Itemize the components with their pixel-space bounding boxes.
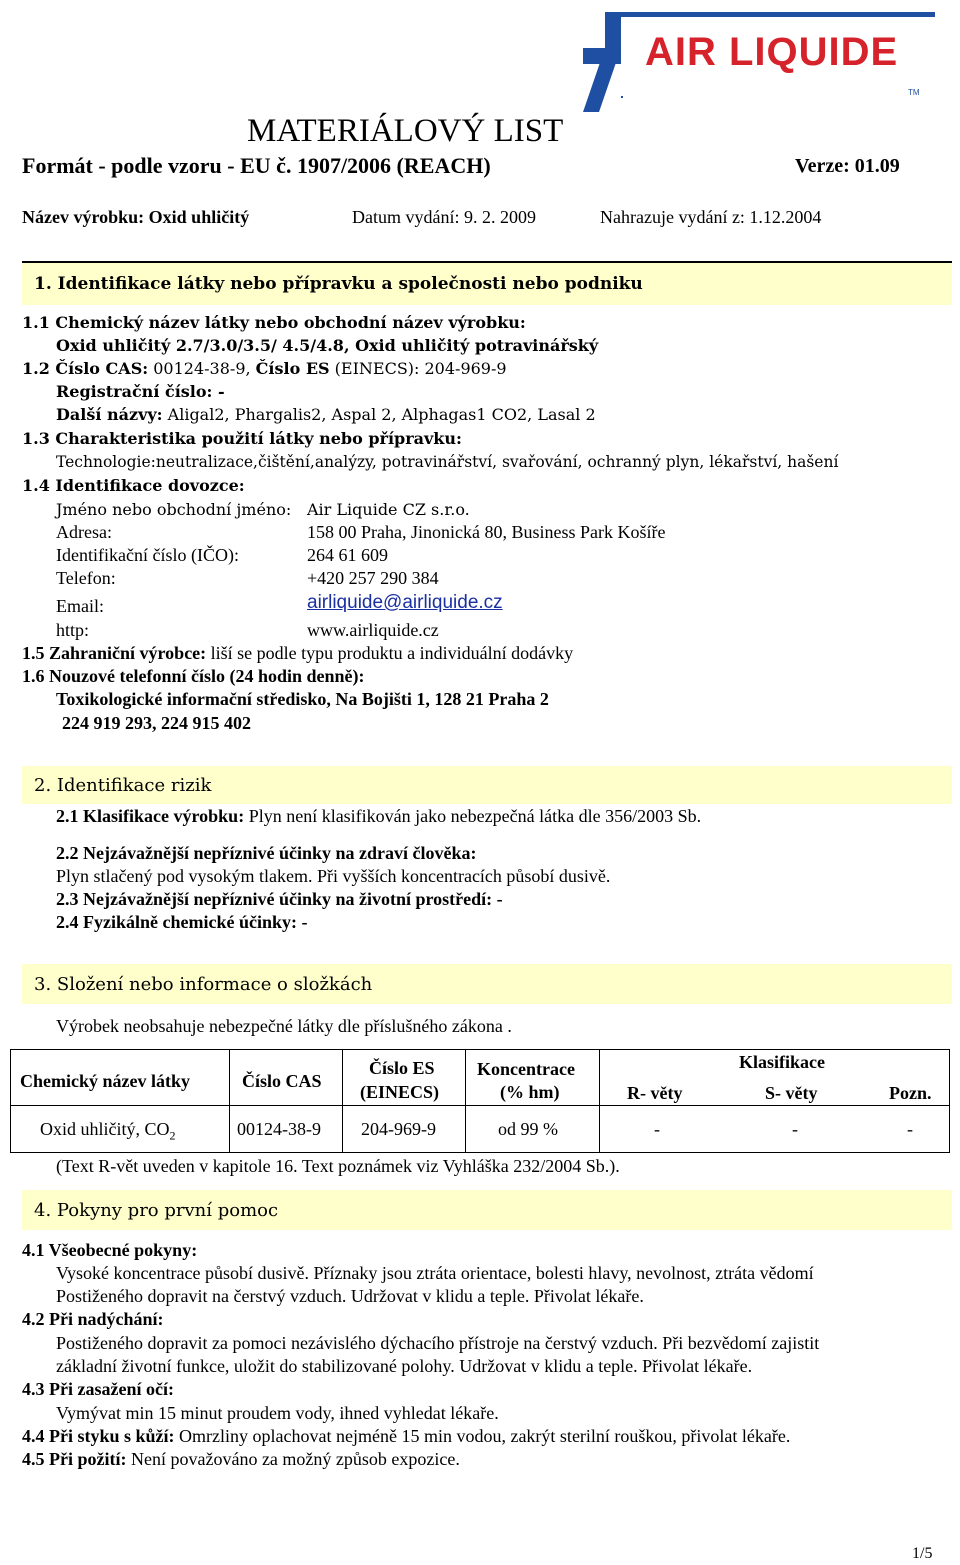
air-liquide-logo — [583, 12, 938, 112]
s4-2-line2: základní životní funkce, uložit do stabilizované polohy. Udržovat v klidu a teple. Přivolat lékaře. — [56, 1356, 753, 1376]
phone-label: Telefon: — [56, 568, 116, 588]
issue-date: Datum vydání: 9. 2. 2009 — [352, 207, 536, 227]
s1-1-title: 1.1 Chemický název látky nebo obchodní název výrobku: — [22, 313, 526, 332]
cas-value: 00124-38-9, — [148, 359, 256, 378]
es-value: (EINECS): 204-969-9 — [329, 359, 507, 378]
th-conc-line1: Koncentrace — [477, 1059, 575, 1079]
s4-2-line1: Postiženého dopravit za pomoci nezávislého dýchacího přístroje na čerstvý vzduch. Při bezvědomí zajistit — [56, 1333, 820, 1353]
ico-value: 264 61 609 — [307, 545, 388, 565]
th-conc-line2: (% hm) — [500, 1082, 560, 1102]
s1-5-label: 1.5 Zahraniční výrobce: — [22, 643, 207, 663]
s1-3-title: 1.3 Charakteristika použití látky nebo přípravku: — [22, 429, 462, 448]
phone-value: +420 257 290 384 — [307, 568, 439, 588]
s4-5-label: 4.5 Při požití: — [22, 1449, 127, 1469]
s1-2-line — [22, 359, 507, 378]
version: Verze: 01.09 — [795, 155, 900, 177]
td-es: 204-969-9 — [361, 1119, 436, 1139]
s1-6-phones: 224 919 293, 224 915 402 — [62, 713, 251, 733]
th-classification: Klasifikace — [739, 1052, 825, 1072]
section-1-heading: 1. Identifikace látky nebo přípravku a společnosti nebo podniku — [34, 274, 643, 294]
s2-2-value: Plyn stlačený pod vysokým tlakem. Při vyšších koncentracích působí dusivě. — [56, 866, 611, 886]
td-r: - — [654, 1119, 660, 1139]
address-label: Adresa: — [56, 522, 112, 542]
s2-2-title: 2.2 Nejzávažnější nepříznivé účinky na zdraví člověka: — [56, 843, 477, 863]
s2-4-title: 2.4 Fyzikálně chemické účinky: - — [56, 912, 308, 932]
address-value: 158 00 Praha, Jinonická 80, Business Park Košíře — [307, 522, 666, 542]
email-label: Email: — [56, 596, 104, 616]
importer-name-label: Jméno nebo obchodní jméno: — [56, 500, 292, 519]
s1-6-title: 1.6 Nouzové telefonní číslo (24 hodin denně): — [22, 666, 365, 686]
s4-5-line — [22, 1449, 460, 1470]
s1-4-title: 1.4 Identifikace dovozce: — [22, 476, 245, 495]
td-s: - — [792, 1119, 798, 1139]
s2-1-value: Plyn není klasifikován jako nebezpečná látka dle 356/2003 Sb. — [244, 806, 702, 826]
document-title: MATERIÁLOVÝ LIST — [247, 113, 564, 149]
s2-1-line — [56, 806, 701, 827]
format-line: Formát - podle vzoru - EU č. 1907/2006 (REACH) — [22, 153, 491, 178]
page-number: 1/5 — [912, 1545, 933, 1562]
s1-1-value: Oxid uhličitý 2.7/3.0/3.5/ 4.5/4.8, Oxid uhličitý potravinářský — [56, 336, 599, 355]
s4-5-value: Není považováno za možný způsob expozice. — [126, 1449, 460, 1469]
importer-name-value: Air Liquide CZ s.r.o. — [307, 500, 470, 519]
product-name: Název výrobku: Oxid uhličitý — [22, 207, 250, 227]
th-es-line2: (EINECS) — [360, 1082, 440, 1102]
section-3-heading: 3. Složení nebo informace o složkách — [34, 974, 373, 995]
ico-label: Identifikační číslo (IČO): — [56, 545, 239, 565]
s3-note: (Text R-vět uveden v kapitole 16. Text poznámek viz Vyhláška 232/2004 Sb.). — [56, 1156, 620, 1176]
logo-brand-text: AIR LIQUIDE — [645, 30, 899, 74]
section-2-heading: 2. Identifikace rizik — [34, 775, 212, 796]
s4-4-label: 4.4 Při styku s kůží: — [22, 1426, 175, 1446]
http-label: http: — [56, 620, 90, 640]
other-names — [56, 405, 596, 424]
registration-number: Registrační číslo: - — [56, 382, 225, 401]
s4-3-line1: Vymývat min 15 minut proudem vody, ihned vyhledat lékaře. — [56, 1403, 499, 1423]
es-label: Číslo ES — [255, 359, 330, 378]
s1-5-line — [22, 643, 573, 664]
s4-4-line — [22, 1426, 790, 1447]
s3-intro: Výrobek neobsahuje nebezpečné látky dle příslušného zákona . — [56, 1016, 512, 1036]
s4-1-line2: Postiženého dopravit na čerstvý vzduch. Udržovat v klidu a teple. Přivolat lékaře. — [56, 1286, 644, 1306]
other-names-label: Další názvy: — [56, 405, 163, 424]
s2-1-label: 2.1 Klasifikace výrobku: — [56, 806, 245, 826]
cas-label: 1.2 Číslo CAS: — [22, 359, 149, 378]
td-pozn: - — [907, 1119, 913, 1139]
th-r-phrases: R- věty — [627, 1083, 683, 1103]
s4-1-title: 4.1 Všeobecné pokyny: — [22, 1240, 198, 1260]
td-chemical-name: Oxid uhličitý, $CO_2$ — [40, 1119, 176, 1143]
s1-3-value: Technologie:neutralizace,čištění,analýzy, potravinářství, svařování, ochranný plyn, lékařství, hašení — [56, 453, 839, 471]
section-4-heading: 4. Pokyny pro první pomoc — [34, 1200, 279, 1221]
s4-3-title: 4.3 Při zasažení očí: — [22, 1379, 174, 1399]
th-notes: Pozn. — [889, 1083, 932, 1103]
s2-3-title: 2.3 Nejzávažnější nepříznivé účinky na životní prostředí: - — [56, 889, 503, 909]
s4-2-title: 4.2 Při nadýchání: — [22, 1309, 164, 1329]
other-names-value: Aligal2, Phargalis2, Aspal 2, Alphagas1 CO2, Lasal 2 — [162, 405, 596, 424]
s1-6-center: Toxikologické informační středisko, Na Bojišti 1, 128 21 Praha 2 — [56, 689, 549, 709]
s1-5-value: liší se podle typu produktu a individuální dodávky — [206, 643, 574, 663]
s4-1-line1: Vysoké koncentrace působí dusivě. Příznaky jsou ztráta orientace, bolesti hlavy, nevolnost, ztráta vědomí — [56, 1263, 814, 1283]
email-link[interactable]: airliquide@airliquide.cz — [307, 592, 503, 613]
td-cas: 00124-38-9 — [237, 1119, 321, 1139]
th-cas: Číslo CAS — [242, 1071, 322, 1091]
th-s-phrases: S- věty — [765, 1083, 818, 1103]
replaces: Nahrazuje vydání z: 1.12.2004 — [600, 207, 822, 227]
td-conc: od 99 % — [498, 1119, 558, 1139]
th-chemical-name: Chemický název látky — [20, 1071, 190, 1091]
s4-4-value: Omrzliny oplachovat nejméně 15 min vodou, zakrýt sterilní rouškou, přivolat lékaře. — [174, 1426, 791, 1446]
http-value: www.airliquide.cz — [307, 620, 439, 640]
th-es-line1: Číslo ES — [369, 1058, 435, 1078]
logo-tm: TM — [908, 88, 920, 97]
